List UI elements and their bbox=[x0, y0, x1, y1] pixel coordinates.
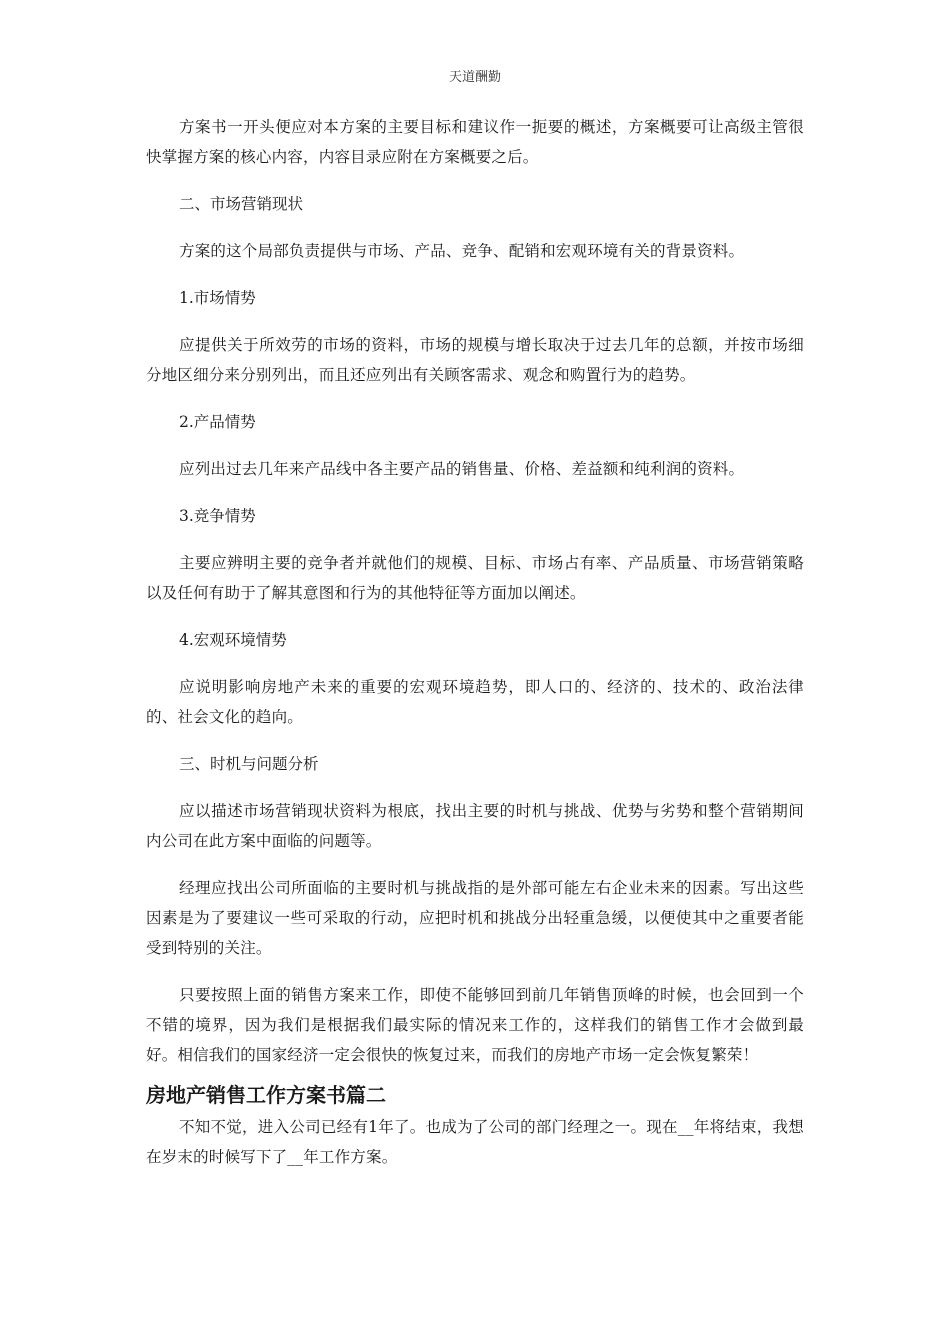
paragraph-market-situation: 应提供关于所效劳的市场的资料，市场的规模与增长取决于过去几年的总额，并按市场细分地区细分来分别列出，而且还应列出有关顾客需求、观念和购置行为的趋势。 bbox=[146, 336, 804, 384]
section-title-part-two: 房地产销售工作方案书篇二 bbox=[146, 1083, 386, 1107]
heading-market-situation: 1.市场情势 bbox=[179, 289, 256, 307]
paragraph-product-situation: 应列出过去几年来产品线中各主要产品的销售量、价格、差益额和纯利润的资料。 bbox=[179, 460, 745, 478]
heading-macro-environment: 4.宏观环境情势 bbox=[179, 631, 287, 649]
heading-product-situation: 2.产品情势 bbox=[179, 413, 256, 431]
page-header: 天道酬勤 bbox=[448, 70, 501, 85]
heading-opportunity-analysis: 三、时机与问题分析 bbox=[179, 755, 319, 773]
paragraph-opportunity-analysis: 应以描述市场营销现状资料为根底，找出主要的时机与挑战、优势与劣势和整个营销期间内公司在此方案中面临的问题等。 bbox=[146, 802, 804, 850]
paragraph-conclusion: 只要按照上面的销售方案来工作，即使不能够回到前几年销售顶峰的时候，也会回到一个不错的境界，因为我们是根据我们最实际的情况来工作的，这样我们的销售工作才会做到最好。相信我们的国家经济一定会很快的恢复过来，而我们的房地产市场一定会恢复繁荣！ bbox=[146, 986, 804, 1064]
paragraph-market-status: 方案的这个局部负责提供与市场、产品、竞争、配销和宏观环境有关的背景资料。 bbox=[179, 242, 745, 260]
paragraph-macro-environment: 应说明影响房地产未来的重要的宏观环境趋势，即人口的、经济的、技术的、政治法律的、社会文化的趋向。 bbox=[146, 678, 804, 726]
document-body bbox=[146, 112, 804, 1189]
paragraph-manager-opportunities: 经理应找出公司所面临的主要时机与挑战指的是外部可能左右企业未来的因素。写出这些因素是为了要建议一些可采取的行动，应把时机和挑战分出轻重急缓，以便使其中之重要者能受到特别的关注。 bbox=[146, 879, 804, 957]
paragraph-overview: 方案书一开头便应对本方案的主要目标和建议作一扼要的概述，方案概要可让高级主管很快掌握方案的核心内容，内容目录应附在方案概要之后。 bbox=[146, 118, 804, 166]
heading-competition: 3.竞争情势 bbox=[179, 507, 256, 525]
heading-market-status: 二、市场营销现状 bbox=[179, 195, 304, 213]
paragraph-competition: 主要应辨明主要的竞争者并就他们的规模、目标、市场占有率、产品质量、市场营销策略以及任何有助于了解其意图和行为的其他特征等方面加以阐述。 bbox=[146, 554, 804, 602]
paragraph-part-two-intro: 不知不觉，进入公司已经有1年了。也成为了公司的部门经理之一。现在__年将结束，我想在岁末的时候写下了__年工作方案。 bbox=[146, 1118, 804, 1166]
